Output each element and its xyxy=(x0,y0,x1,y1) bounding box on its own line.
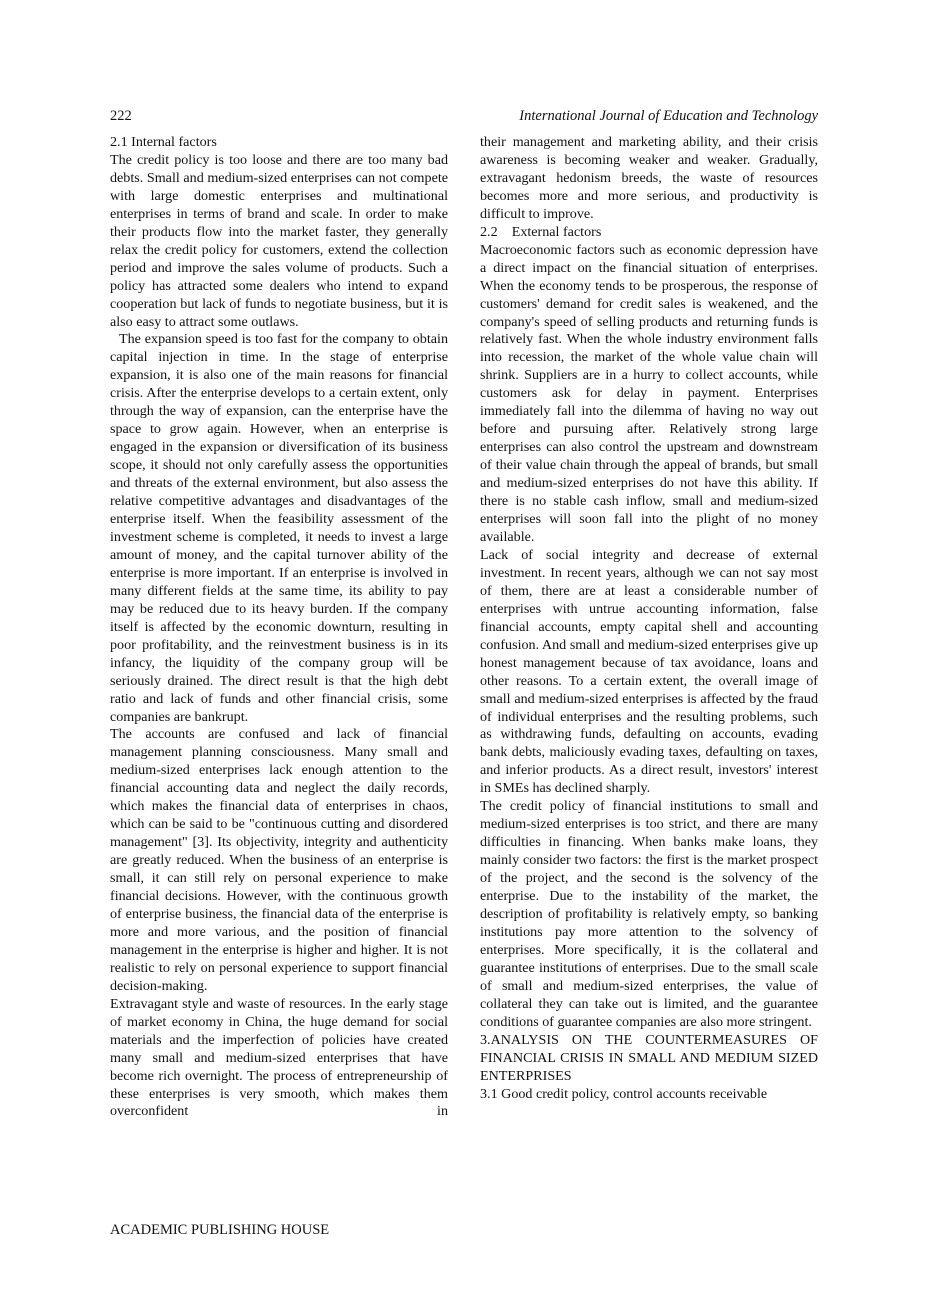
publisher-footer: ACADEMIC PUBLISHING HOUSE xyxy=(110,1222,330,1238)
page-number: 222 xyxy=(110,108,132,124)
paragraph: Lack of social integrity and decrease of external investment. In recent years, although we can not say most of them, there are at least a considerable number of enterprises with untrue accounting information, false financial accounts, empty capital shell and accounting confusion. And small and medium-sized enterprises give up honest management because of tax avoidance, loans and other reasons. To a certain extent, the overall image of small and medium-sized enterprises is affected by the fraud of individual enterprises and the resulting problems, such as withdrawing funds, defaulting on accounts, evading bank debts, maliciously evading taxes, defaulting on taxes, and inferior products. As a direct result, investors' interest in SMEs has declined sharply. xyxy=(480,546,818,797)
paragraph: Macroeconomic factors such as economic depression have a direct impact on the financial situation of enterprises. When the economy tends to be prosperous, the response of customers' demand for credit sales is weakened, and the company's speed of selling products and returning funds is relatively fast. When the whole industry environment falls into recession, the market of the whole value chain will shrink. Suppliers are in a hurry to collect accounts, while customers ask for delay in payment. Enterprises immediately fall into the dilemma of having no way out before and pursuing after. Relatively strong large enterprises can also control the upstream and downstream of their value chain through the appeal of brands, but small and medium-sized enterprises do not have this ability. If there is no stable cash inflow, small and medium-sized enterprises will soon fall into the plight of no money available. xyxy=(480,241,818,545)
paragraph: Extravagant style and waste of resources. In the early stage of market economy in China, the huge demand for social materials and the imperfection of policies have created many small and medium-sized enterprises that have become rich overnight. The process of entrepreneurship of these enterprises is very smooth, which makes them overconfident in xyxy=(110,995,448,1120)
paragraph: The expansion speed is too fast for the company to obtain capital injection in time. In the stage of enterprise expansion, it is also one of the main reasons for financial crisis. After the enterprise develops to a certain extent, only through the way of expansion, can the enterprise have the space to grow again. However, when an enterprise is engaged in the expansion or diversification of its business scope, it should not only carefully assess the opportunities and threats of the external environment, but also assess the relative competitive advantages and disadvantages of the enterprise itself. When the feasibility assessment of the investment scheme is completed, it needs to invest a large amount of money, and the capital turnover ability of the enterprise is more important. If an enterprise is involved in many different fields at the same time, its ability to pay may be reduced due to its heavy burden. If the company itself is affected by the economic downturn, resulting in poor profitability, and the reinvestment business is in its infancy, the liquidity of the company group will be seriously drained. The direct result is that the high debt ratio and lack of funds and other financial crisis, some companies are bankrupt. xyxy=(110,331,448,725)
section-heading-countermeasures: 3.ANALYSIS ON THE COUNTERMEASURES OF FINANCIAL CRISIS IN SMALL AND MEDIUM SIZED ENTERPRISES xyxy=(480,1031,818,1084)
journal-title: International Journal of Education and Technology xyxy=(519,108,818,124)
section-heading-internal-factors: 2.1 Internal factors xyxy=(110,134,217,150)
paragraph: The credit policy is too loose and there are too many bad debts. Small and medium-sized enterprises can not compete with large domestic enterprises and multinational enterprises in terms of brand and scale. In order to make their products flow into the market faster, they generally relax the credit policy for customers, extend the collection period and improve the sales volume of products. Such a policy has attracted some dealers who intend to expand cooperation but lack of funds to negotiate business, but it is also easy to attract some outlaws. xyxy=(110,151,448,330)
section-heading-external-factors: 2.2 External factors xyxy=(480,223,602,240)
subsection-heading-credit-policy: 3.1 Good credit policy, control accounts receivable xyxy=(480,1085,768,1102)
paragraph: their management and marketing ability, and their crisis awareness is becoming weaker and weaker. Gradually, extravagant hedonism breeds, the waste of resources becomes more and more serious, and productivity is difficult to improve. xyxy=(480,134,818,222)
paragraph: The accounts are confused and lack of financial management planning consciousness. Many small and medium-sized enterprises lack enough attention to the financial accounting data and neglect the daily records, which makes the financial data of enterprises in chaos, which can be said to be "continuous cutting and disordered management" [3]. Its objectivity, integrity and authenticity are greatly reduced. When the business of an enterprise is small, it can still rely on personal experience to make financial decisions. However, with the continuous growth of enterprise business, the financial data of the enterprise is more and more various, and the position of financial management in the enterprise is higher and higher. It is not realistic to rely on personal experience to support financial decision-making. xyxy=(110,726,448,994)
left-column xyxy=(110,134,448,1121)
right-column xyxy=(480,134,818,1103)
paragraph: The credit policy of financial institutions to small and medium-sized enterprises is too strict, and there are many difficulties in financing. When banks make loans, they mainly consider two factors: the first is the market prospect of the project, and the second is the solvency of the enterprise. Due to the instability of the market, the description of profitability is relatively empty, so banking institutions pay more attention to the solvency of enterprises. More specifically, it is the collateral and guarantee institutions of enterprises. Due to the small scale of small and medium-sized enterprises, the value of collateral they can take out is limited, and the guarantee conditions of guarantee companies are also more stringent. xyxy=(480,798,818,1030)
